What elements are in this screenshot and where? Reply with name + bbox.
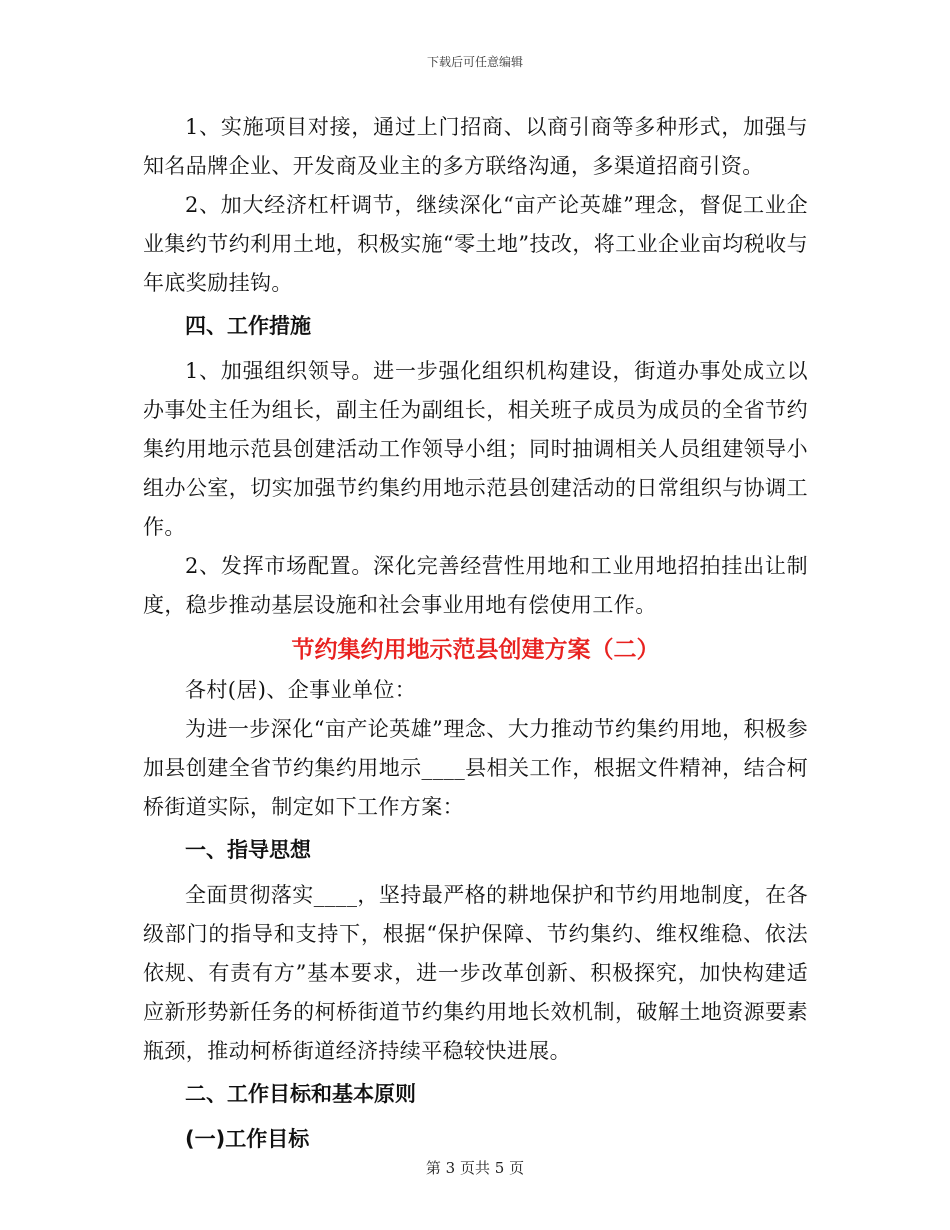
heading-work-measures: 四、工作措施 — [185, 314, 311, 338]
document-body — [143, 108, 808, 1165]
page-header: 下载后可任意编辑 — [426, 55, 523, 69]
heading-work-goals: (一)工作目标 — [185, 1127, 310, 1151]
paragraph-economic-leverage: 2、加大经济杠杆调节，继续深化“亩产论英雄”理念，督促工业企业集约节约利用土地，积极实施“零土地”技改，将工业企业亩均税收与年底奖励挂钩。 — [143, 193, 808, 295]
page-footer: 第 3 页共 5 页 — [425, 1159, 525, 1177]
paragraph-organization: 1、加强组织领导。进一步强化组织机构建设，街道办事处成立以办事处主任为组长，副主任为副组长，相关班子成员为成员的全省节约集约用地示范县创建活动工作领导小组；同时抽调相关人员组建领导小组办公室，切实加强节约集约用地示范县创建活动的日常组织与协调工作。 — [143, 359, 808, 539]
heading-guiding-ideology: 一、指导思想 — [185, 838, 311, 862]
heading-goals-principles: 二、工作目标和基本原则 — [185, 1082, 416, 1106]
paragraph-intro: 为进一步深化“亩产论英雄”理念、大力推动节约集约用地，积极参加县创建全省节约集约用地示____县相关工作，根据文件精神，结合柯桥街道实际，制定如下工作方案： — [143, 717, 808, 819]
paragraph-market: 2、发挥市场配置。深化完善经营性用地和工业用地招拍挂出让制度，稳步推动基层设施和社会事业用地有偿使用工作。 — [143, 554, 808, 617]
document-title: 节约集约用地示范县创建方案（二） — [291, 637, 660, 663]
salutation: 各村(居)、企事业单位： — [185, 678, 417, 702]
paragraph-investment: 1、实施项目对接，通过上门招商、以商引商等多种形式，加强与知名品牌企业、开发商及业主的多方联络沟通，多渠道招商引资。 — [143, 115, 808, 178]
paragraph-guiding-ideology: 全面贯彻落实____，坚持最严格的耕地保护和节约用地制度，在各级部门的指导和支持下，根据“保护保障、节约集约、维权维稳、依法依规、有责有方”基本要求，进一步改革创新、积极探究，加快构建适应新形势新任务的柯桥街道节约集约用地长效机制，破解土地资源要素瓶颈，推动柯桥街道经济持续平稳较快进展。 — [143, 883, 808, 1063]
